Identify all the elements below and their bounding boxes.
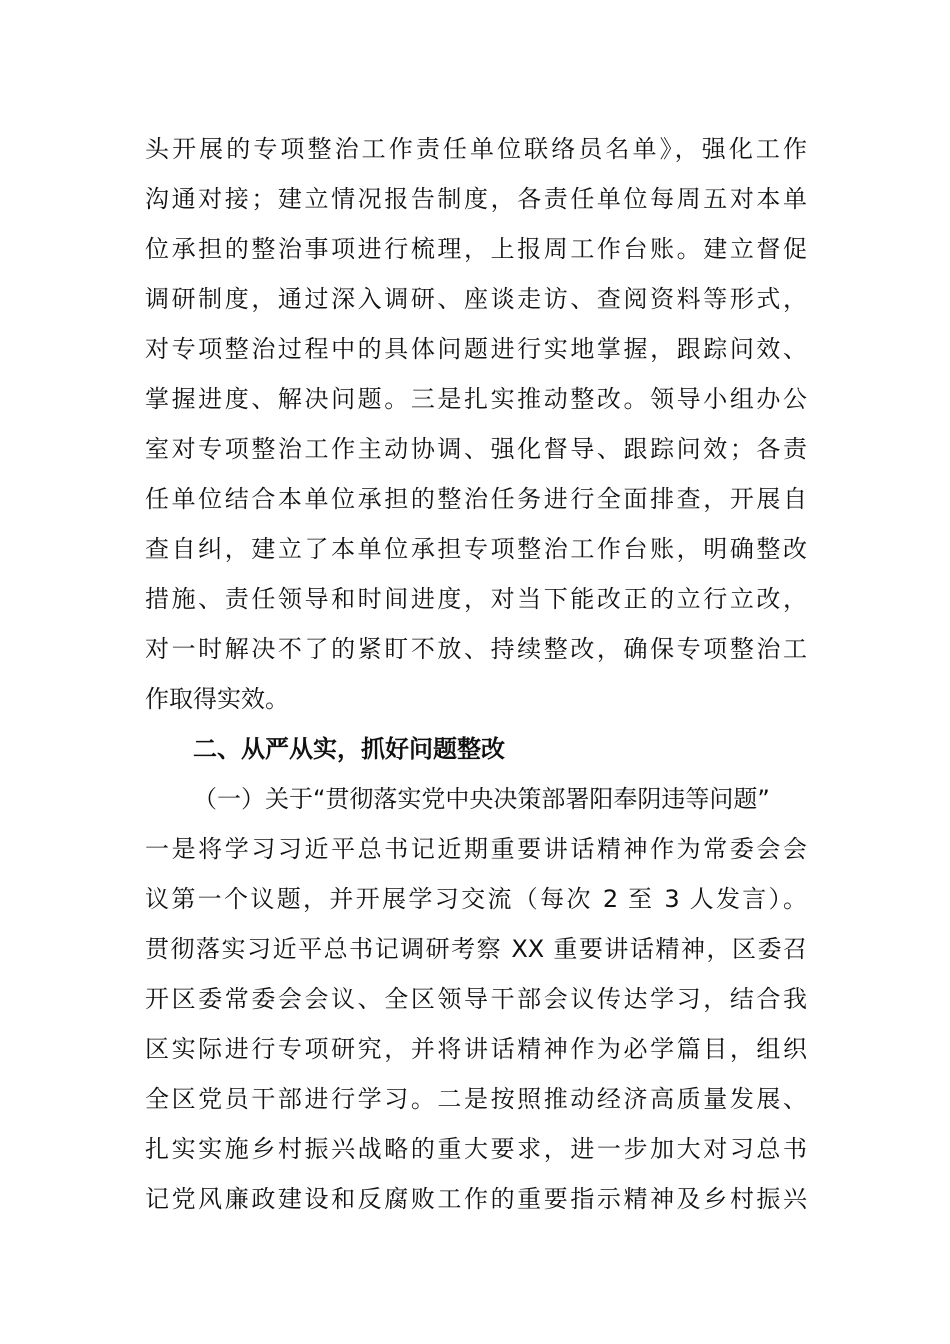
paragraph-line: 开区委常委会会议、全区领导干部会议传达学习，结合我	[145, 985, 807, 1013]
paragraph-line: 任单位结合本单位承担的整治任务进行全面排查，开展自	[145, 485, 807, 513]
paragraph-line: 一是将学习习近平总书记近期重要讲话精神作为常委会会	[145, 835, 807, 863]
paragraph-line: 对专项整治过程中的具体问题进行实地掌握，跟踪问效、	[145, 335, 807, 363]
paragraph-line: 扎实实施乡村振兴战略的重大要求，进一步加大对习总书	[145, 1135, 807, 1163]
paragraph-line: 对一时解决不了的紧盯不放、持续整改，确保专项整治工	[145, 635, 807, 663]
paragraph-line: 全区党员干部进行学习。二是按照推动经济高质量发展、	[145, 1085, 807, 1113]
document-body	[145, 124, 807, 1224]
paragraph-line: 记党风廉政建设和反腐败工作的重要指示精神及乡村振兴	[145, 1185, 807, 1213]
paragraph-line: 贯彻落实习近平总书记调研考察 XX 重要讲话精神，区委召	[145, 935, 807, 963]
paragraph-line: 查自纠，建立了本单位承担专项整治工作台账，明确整改	[145, 535, 807, 563]
paragraph-line: 沟通对接；建立情况报告制度，各责任单位每周五对本单	[145, 185, 807, 213]
paragraph-line: 措施、责任领导和时间进度，对当下能改正的立行立改，	[145, 585, 807, 613]
paragraph-line: 作取得实效。	[145, 685, 289, 713]
paragraph-line: 议第一个议题，并开展学习交流（每次 2 至 3 人发言）。	[145, 885, 807, 913]
section-heading: 二、从严从实，抓好问题整改	[193, 735, 505, 763]
paragraph-line: 头开展的专项整治工作责任单位联络员名单》，强化工作	[145, 135, 807, 163]
paragraph-line: 位承担的整治事项进行梳理，上报周工作台账。建立督促	[145, 235, 807, 263]
subsection-heading: （一）关于“贯彻落实党中央决策部署阳奉阴违等问题”	[193, 785, 770, 813]
paragraph-line: 区实际进行专项研究，并将讲话精神作为必学篇目，组织	[145, 1035, 807, 1063]
paragraph-line: 室对专项整治工作主动协调、强化督导、跟踪问效；各责	[145, 435, 807, 463]
paragraph-line: 调研制度，通过深入调研、座谈走访、查阅资料等形式，	[145, 285, 807, 313]
paragraph-line: 掌握进度、解决问题。三是扎实推动整改。领导小组办公	[145, 385, 807, 413]
